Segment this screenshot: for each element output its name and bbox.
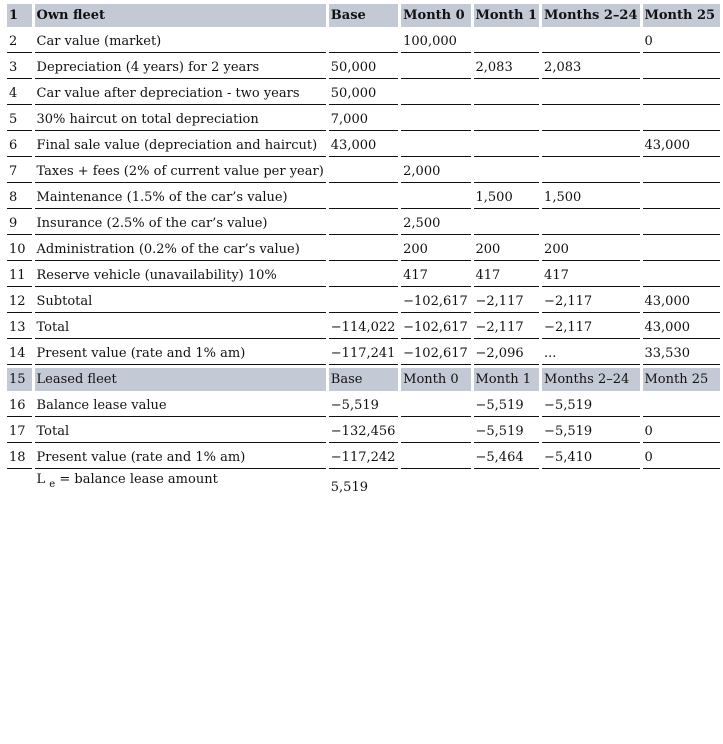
table-container (4, 4, 723, 509)
column-header: Base (329, 368, 398, 394)
table-cell: −5,519 (542, 420, 639, 446)
footnote-definition (35, 472, 326, 509)
table-cell: −5,464 (474, 446, 540, 472)
table-cell (474, 108, 540, 134)
table-cell: 1,500 (474, 186, 540, 212)
table-row (7, 342, 720, 368)
row-label: Depreciation (4 years) for 2 years (35, 56, 326, 82)
table-cell: 50,000 (329, 56, 398, 82)
table-cell (542, 134, 639, 160)
table-cell (329, 212, 398, 238)
table-cell: 43,000 (643, 316, 721, 342)
empty-cell (643, 472, 721, 509)
table-row (7, 290, 720, 316)
table-cell (474, 212, 540, 238)
table-cell (329, 186, 398, 212)
row-number: 13 (7, 316, 32, 342)
row-label: Present value (rate and 1% am) (35, 342, 326, 368)
row-label: Total (35, 420, 326, 446)
table-cell: 200 (542, 238, 639, 264)
section-title: Leased fleet (35, 368, 326, 394)
table-cell (643, 160, 721, 186)
table-cell: −5,519 (474, 394, 540, 420)
table-row (7, 160, 720, 186)
table-cell: −2,096 (474, 342, 540, 368)
table-row (7, 108, 720, 134)
fleet-comparison-table (4, 4, 723, 509)
table-cell (329, 238, 398, 264)
row-label: Car value (market) (35, 30, 326, 56)
table-cell: 100,000 (401, 30, 470, 56)
table-cell (329, 290, 398, 316)
row-number: 11 (7, 264, 32, 290)
row-label: Taxes + fees (2% of current value per year) (35, 160, 326, 186)
lease-subscript: e (49, 479, 56, 490)
table-cell: −2,117 (542, 290, 639, 316)
column-header: Base (329, 4, 398, 30)
table-cell: −5,410 (542, 446, 639, 472)
table-cell: 417 (474, 264, 540, 290)
column-header: Month 1 (474, 4, 540, 30)
table-cell: −132,456 (329, 420, 398, 446)
table-cell (401, 82, 470, 108)
row-number: 12 (7, 290, 32, 316)
row-number: 2 (7, 30, 32, 56)
table-cell: 417 (542, 264, 639, 290)
table-cell: −5,519 (474, 420, 540, 446)
table-cell (474, 82, 540, 108)
table-row (7, 394, 720, 420)
column-header: Months 2–24 (542, 4, 639, 30)
row-number: 17 (7, 420, 32, 446)
footnote-text: = balance lease amount (55, 472, 218, 487)
column-header: Month 1 (474, 368, 540, 394)
row-label: 30% haircut on total depreciation (35, 108, 326, 134)
table-row (7, 238, 720, 264)
table-cell: −5,519 (329, 394, 398, 420)
table-cell: −102,617 (401, 342, 470, 368)
table-cell: 2,083 (542, 56, 639, 82)
table-cell: −2,117 (474, 290, 540, 316)
table-header-row (7, 4, 720, 30)
row-number: 9 (7, 212, 32, 238)
row-number: 4 (7, 82, 32, 108)
table-cell: −102,617 (401, 290, 470, 316)
table-row (7, 212, 720, 238)
table-cell (542, 30, 639, 56)
empty-cell (401, 472, 470, 509)
table-cell: 0 (643, 30, 721, 56)
table-cell (401, 446, 470, 472)
table-cell (542, 108, 639, 134)
table-cell (643, 82, 721, 108)
table-cell (401, 186, 470, 212)
table-cell (474, 134, 540, 160)
table-cell: 2,500 (401, 212, 470, 238)
table-cell: −102,617 (401, 316, 470, 342)
row-label: Maintenance (1.5% of the car’s value) (35, 186, 326, 212)
row-label: Present value (rate and 1% am) (35, 446, 326, 472)
table-cell (329, 160, 398, 186)
column-header: Month 0 (401, 4, 470, 30)
table-cell: 43,000 (329, 134, 398, 160)
table-cell (643, 56, 721, 82)
row-number: 15 (7, 368, 32, 394)
table-cell: 0 (643, 420, 721, 446)
empty-cell (542, 472, 639, 509)
empty-cell (474, 472, 540, 509)
lease-amount-value: 5,519 (329, 472, 398, 509)
row-number: 1 (7, 4, 32, 30)
table-cell (329, 264, 398, 290)
table-cell: 1,500 (542, 186, 639, 212)
table-cell (329, 30, 398, 56)
table-cell: 417 (401, 264, 470, 290)
column-header: Month 25 (643, 368, 721, 394)
table-cell: 0 (643, 446, 721, 472)
table-header-row (7, 368, 720, 394)
table-cell: −2,117 (474, 316, 540, 342)
table-cell (643, 108, 721, 134)
table-cell (401, 56, 470, 82)
table-row (7, 82, 720, 108)
table-row (7, 264, 720, 290)
table-row (7, 420, 720, 446)
row-number: 10 (7, 238, 32, 264)
table-cell (643, 264, 721, 290)
row-number: 18 (7, 446, 32, 472)
row-label: Reserve vehicle (unavailability) 10% (35, 264, 326, 290)
column-header: Months 2–24 (542, 368, 639, 394)
row-number: 7 (7, 160, 32, 186)
row-label: Administration (0.2% of the car’s value) (35, 238, 326, 264)
column-header: Month 0 (401, 368, 470, 394)
table-cell (542, 212, 639, 238)
table-cell (643, 238, 721, 264)
row-number: 16 (7, 394, 32, 420)
row-number: 6 (7, 134, 32, 160)
column-header: Month 25 (643, 4, 721, 30)
table-cell (542, 160, 639, 186)
table-cell (643, 394, 721, 420)
table-cell (474, 160, 540, 186)
table-cell: 43,000 (643, 290, 721, 316)
row-label: Subtotal (35, 290, 326, 316)
row-number: 5 (7, 108, 32, 134)
row-label: Final sale value (depreciation and haircut) (35, 134, 326, 160)
table-cell (401, 134, 470, 160)
table-row (7, 134, 720, 160)
row-number: 14 (7, 342, 32, 368)
table-cell (542, 82, 639, 108)
section-title: Own fleet (35, 4, 326, 30)
table-cell: −117,242 (329, 446, 398, 472)
table-cell: ... (542, 342, 639, 368)
table-cell (401, 108, 470, 134)
table-row (7, 186, 720, 212)
table-cell: −5,519 (542, 394, 639, 420)
row-number: 8 (7, 186, 32, 212)
table-cell (643, 186, 721, 212)
table-cell: −2,117 (542, 316, 639, 342)
table-cell: −114,022 (329, 316, 398, 342)
lease-symbol: L (36, 472, 46, 487)
table-cell: 200 (401, 238, 470, 264)
table-cell: 43,000 (643, 134, 721, 160)
table-row (7, 56, 720, 82)
table-cell: 200 (474, 238, 540, 264)
row-label: Balance lease value (35, 394, 326, 420)
table-cell (643, 212, 721, 238)
table-cell: −117,241 (329, 342, 398, 368)
table-cell: 50,000 (329, 82, 398, 108)
footnote-row (7, 472, 720, 509)
table-row (7, 316, 720, 342)
table-cell: 33,530 (643, 342, 721, 368)
row-label: Total (35, 316, 326, 342)
row-number: 3 (7, 56, 32, 82)
table-row (7, 446, 720, 472)
row-label: Insurance (2.5% of the car’s value) (35, 212, 326, 238)
table-cell (401, 420, 470, 446)
row-number-empty (7, 472, 32, 509)
row-label: Car value after depreciation - two years (35, 82, 326, 108)
table-cell: 7,000 (329, 108, 398, 134)
table-cell (401, 394, 470, 420)
table-cell: 2,000 (401, 160, 470, 186)
table-cell: 2,083 (474, 56, 540, 82)
table-row (7, 30, 720, 56)
table-cell (474, 30, 540, 56)
